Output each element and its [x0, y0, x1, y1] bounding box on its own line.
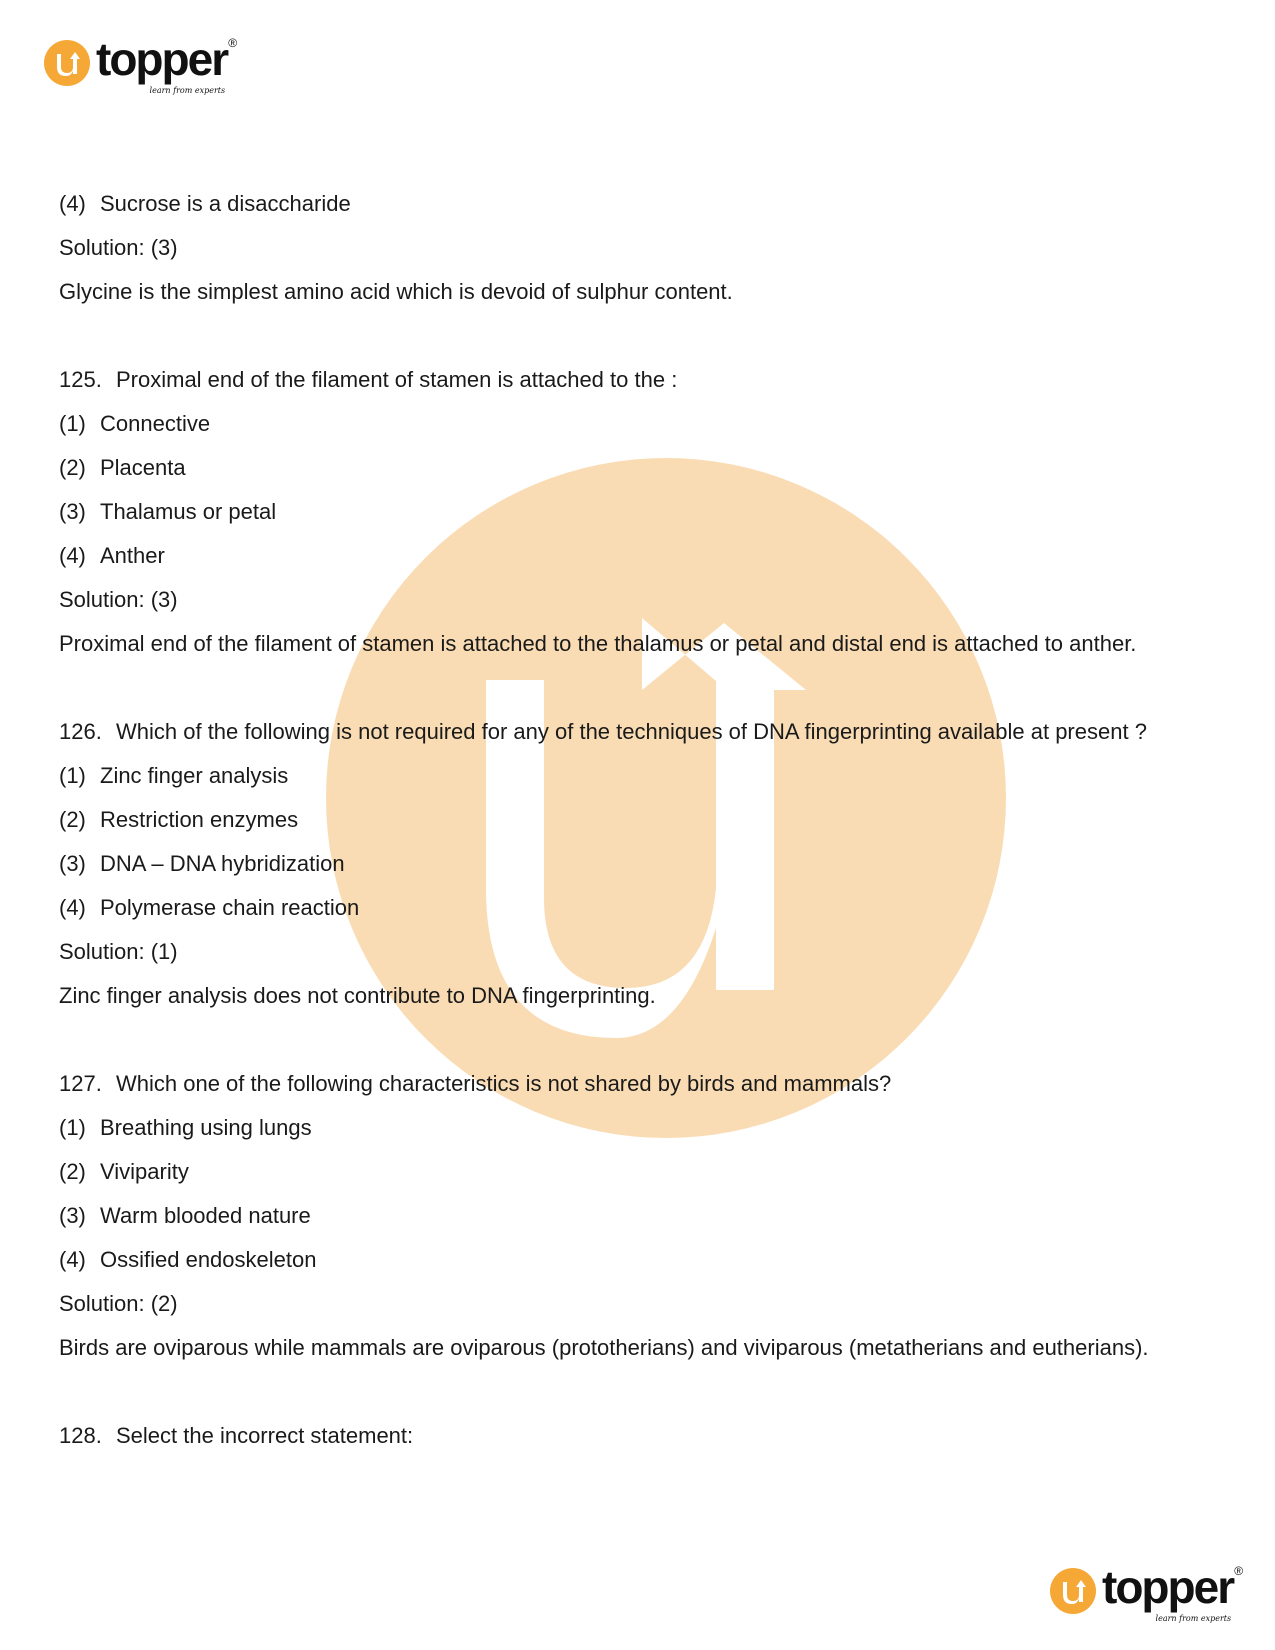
option-line — [59, 499, 276, 525]
option-number: (2) — [59, 807, 86, 832]
option-number: (4) — [59, 543, 86, 568]
explanation-line: Glycine is the simplest amino acid which is devoid of sulphur content. — [59, 279, 733, 304]
option-text: Zinc finger analysis — [100, 763, 289, 788]
option-line — [59, 1203, 311, 1229]
option-text: Warm blooded nature — [100, 1203, 311, 1228]
option-number: (1) — [59, 1115, 86, 1140]
option-line — [59, 1159, 189, 1185]
option-number: (4) — [59, 895, 86, 920]
question-128 — [59, 1423, 413, 1449]
option-text: Thalamus or petal — [100, 499, 277, 524]
logo-tagline: learn from experts — [149, 86, 226, 95]
question-number: 127. — [59, 1071, 102, 1096]
solution-line: Solution: (3) — [59, 587, 178, 612]
explanation-line: Zinc finger analysis does not contribute to DNA fingerprinting. — [59, 983, 656, 1008]
explanation-line: Proximal end of the filament of stamen is attached to the thalamus or petal and distal end is attached to anther. — [59, 631, 1137, 656]
option-line — [59, 543, 165, 569]
option-line — [59, 455, 186, 481]
option-number: (3) — [59, 851, 86, 876]
registered-mark: ® — [1234, 1564, 1244, 1578]
option-text: Breathing using lungs — [100, 1115, 312, 1140]
option-text: Polymerase chain reaction — [100, 895, 360, 920]
option-number: (2) — [59, 1159, 86, 1184]
question-text: Select the incorrect statement: — [116, 1423, 414, 1448]
question-text: Which one of the following characteristics is not shared by birds and mammals? — [116, 1071, 892, 1096]
logo-u-icon — [1050, 1568, 1096, 1614]
question-127 — [59, 1071, 891, 1097]
option-text: Restriction enzymes — [100, 807, 299, 832]
question-125 — [59, 367, 677, 393]
solution-line: Solution: (1) — [59, 939, 178, 964]
option-line — [59, 1115, 312, 1141]
question-126 — [59, 719, 1147, 745]
option-text: Viviparity — [100, 1159, 189, 1184]
option-number: (1) — [59, 763, 86, 788]
logo-u-icon — [44, 40, 90, 86]
option-line — [59, 411, 210, 437]
option-line — [59, 895, 359, 921]
solution-line: Solution: (3) — [59, 235, 178, 260]
logo-wordmark: topper — [1102, 1561, 1234, 1613]
option-number: (4) — [59, 191, 86, 216]
explanation-line: Birds are oviparous while mammals are oviparous (prototherians) and viviparous (metatherians and eutherians). — [59, 1335, 1149, 1360]
question-number: 126. — [59, 719, 102, 744]
solution-line: Solution: (2) — [59, 1291, 178, 1316]
logo-tagline: learn from experts — [1155, 1614, 1232, 1623]
option-text: Sucrose is a disaccharide — [100, 191, 351, 216]
option-text: Anther — [100, 543, 165, 568]
option-text: DNA – DNA hybridization — [100, 851, 345, 876]
option-line — [59, 191, 351, 217]
registered-mark: ® — [228, 36, 238, 50]
option-number: (2) — [59, 455, 86, 480]
option-line — [59, 763, 288, 789]
option-number: (3) — [59, 499, 86, 524]
brand-logo-top — [44, 33, 238, 95]
option-text: Placenta — [100, 455, 186, 480]
option-number: (1) — [59, 411, 86, 436]
question-text: Which of the following is not required for any of the techniques of DNA fingerprinting available at present ? — [116, 719, 1147, 744]
option-text: Connective — [100, 411, 211, 436]
option-text: Ossified endoskeleton — [100, 1247, 317, 1272]
question-text: Proximal end of the filament of stamen is attached to the : — [116, 367, 678, 392]
option-number: (3) — [59, 1203, 86, 1228]
brand-logo-bottom — [1050, 1561, 1244, 1623]
watermark-logo — [326, 458, 1006, 1138]
logo-wordmark: topper — [96, 33, 228, 85]
question-number: 128. — [59, 1423, 102, 1448]
option-line — [59, 807, 298, 833]
question-number: 125. — [59, 367, 102, 392]
option-line — [59, 1247, 316, 1273]
watermark-circle — [326, 458, 1006, 1138]
option-number: (4) — [59, 1247, 86, 1272]
option-line — [59, 851, 345, 877]
